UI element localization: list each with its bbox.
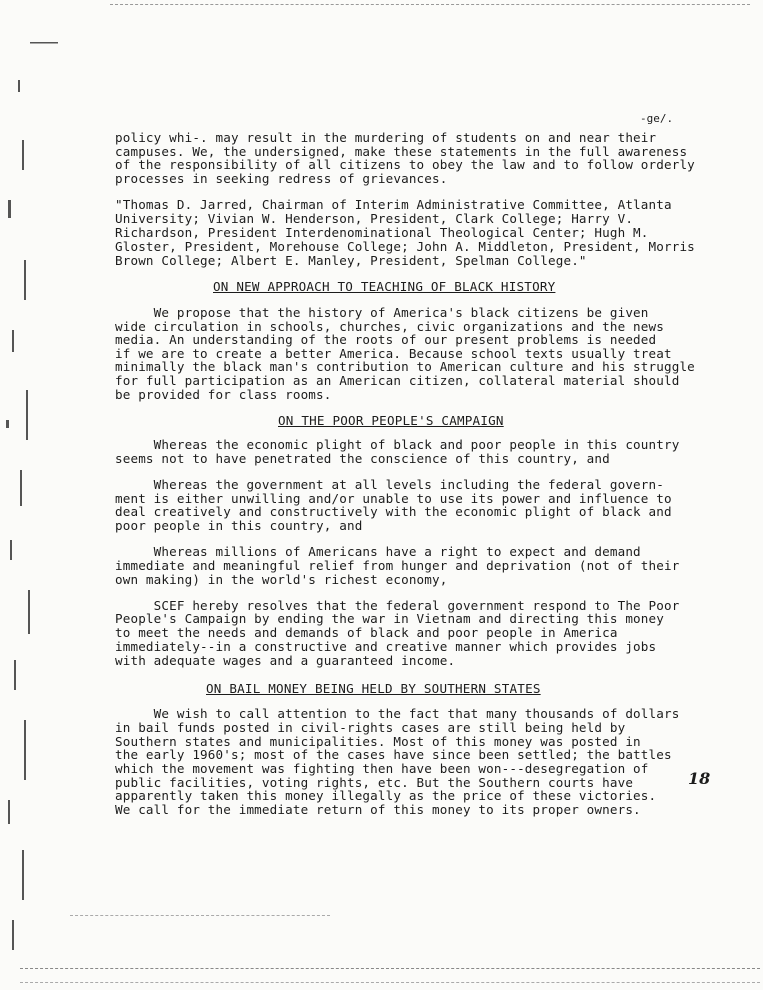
text-line: of the responsibility of all citizens to obey the law and to follow orderly	[115, 157, 695, 172]
bottom-scan-dash-1	[70, 915, 330, 916]
text-line: which the movement was fighting then have been won---desegregation of	[115, 761, 649, 776]
bottom-scan-dash-3	[20, 982, 760, 983]
text-line: Richardson, President Interdenominational Theological Center; Hugh M.	[115, 225, 649, 240]
text-line: Southern states and municipalities. Most of this money was posted in	[115, 734, 641, 749]
text-line: in bail funds posted in civil-rights cases are still being held by	[115, 720, 626, 735]
text-line: "Thomas D. Jarred, Chairman of Interim Administrative Committee, Atlanta	[115, 197, 672, 212]
text-line: for full participation as an American citizen, collateral material should	[115, 373, 680, 388]
text-line: People's Campaign by ending the war in Vietnam and directing this money	[115, 611, 664, 626]
page-mark: -ge/.	[640, 112, 674, 125]
handwritten-page-number: 18	[688, 769, 711, 788]
section-heading-poor-peoples-campaign: ON THE POOR PEOPLE'S CAMPAIGN	[278, 413, 504, 428]
text-line: We wish to call attention to the fact that many thousands of dollars	[115, 706, 680, 721]
text-line: to meet the needs and demands of black and poor people in America	[115, 625, 618, 640]
text-line: deal creatively and constructively with the economic plight of black and	[115, 504, 672, 519]
text-line: Brown College; Albert E. Manley, President, Spelman College."	[115, 253, 587, 268]
text-line: We call for the immediate return of this money to its proper owners.	[115, 802, 641, 817]
text-line: with adequate wages and a guaranteed income.	[115, 653, 456, 668]
section-heading-black-history: ON NEW APPROACH TO TEACHING OF BLACK HISTORY	[213, 279, 556, 294]
text-line: We propose that the history of America's black citizens be given	[115, 305, 649, 320]
text-line: policy whi-. may result in the murdering of students on and near their	[115, 130, 657, 145]
text-line: Whereas the government at all levels including the federal govern-	[115, 477, 664, 492]
text-line: seems not to have penetrated the conscience of this country, and	[115, 451, 610, 466]
text-line: University; Vivian W. Henderson, President, Clark College; Harry V.	[115, 211, 634, 226]
text-line: own making) in the world's richest economy,	[115, 572, 448, 587]
scan-margin-artifacts	[0, 0, 60, 990]
text-line: Whereas the economic plight of black and poor people in this country	[115, 437, 680, 452]
text-line: the early 1960's; most of the cases have since been settled; the battles	[115, 747, 672, 762]
text-line: campuses. We, the undersigned, make these statements in the full awareness	[115, 144, 688, 159]
text-line: apparently taken this money illegally as the price of these victories.	[115, 788, 657, 803]
text-line: poor people in this country, and	[115, 518, 363, 533]
text-line: ment is either unwilling and/or unable to use its power and influence to	[115, 491, 672, 506]
text-line: media. An understanding of the roots of our present problems is needed	[115, 332, 657, 347]
bottom-scan-dash-2	[20, 968, 760, 969]
top-scan-dash	[110, 4, 750, 5]
text-line: be provided for class rooms.	[115, 387, 332, 402]
text-line: SCEF hereby resolves that the federal government respond to The Poor	[115, 598, 680, 613]
text-line: Gloster, President, Morehouse College; John A. Middleton, President, Morris	[115, 239, 695, 254]
text-line: processes in seeking redress of grievances.	[115, 171, 448, 186]
text-line: public facilities, voting rights, etc. But the Southern courts have	[115, 775, 634, 790]
text-line: immediately--in a constructive and creative manner which provides jobs	[115, 639, 657, 654]
section-heading-bail-money: ON BAIL MONEY BEING HELD BY SOUTHERN STATES	[206, 681, 541, 696]
text-line: minimally the black man's contribution to American culture and his struggle	[115, 359, 695, 374]
text-line: immediate and meaningful relief from hunger and deprivation (not of their	[115, 558, 680, 573]
text-line: Whereas millions of Americans have a right to expect and demand	[115, 544, 641, 559]
text-line: if we are to create a better America. Because school texts usually treat	[115, 346, 672, 361]
text-line: wide circulation in schools, churches, civic organizations and the news	[115, 319, 664, 334]
